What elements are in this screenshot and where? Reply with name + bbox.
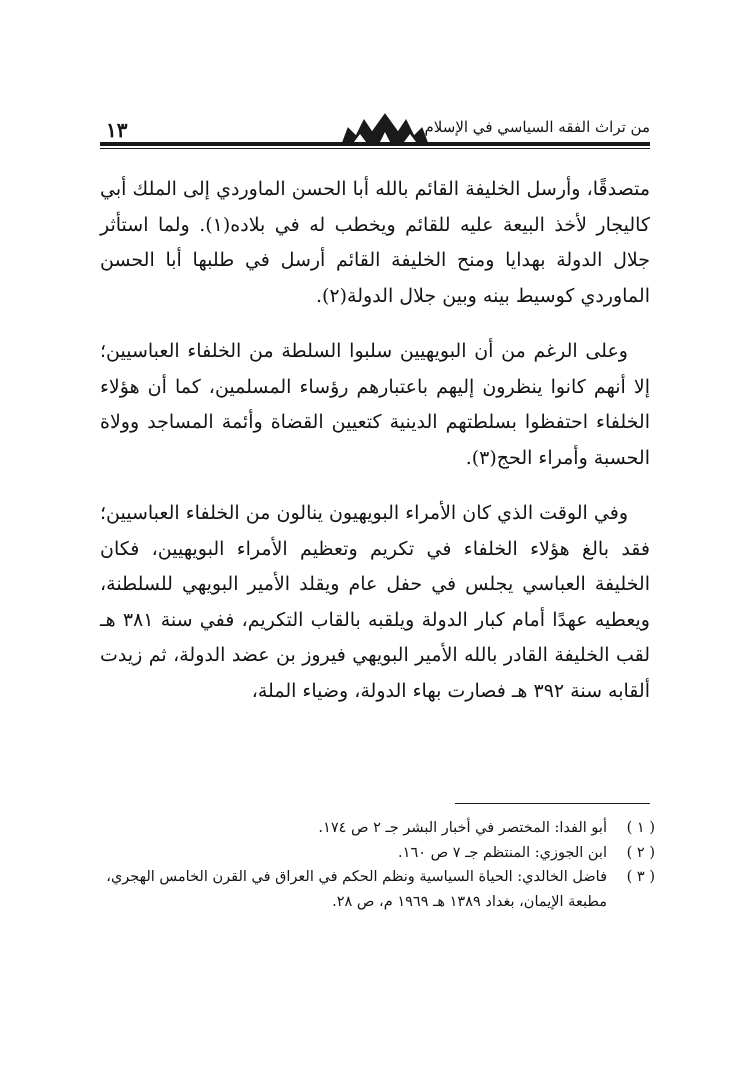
footnote-text: فاضل الخالدي: الحياة السياسية ونظم الحكم في العراق في القرن الخامس الهجري، مطبعة الإيمان، بغداد ١٣٨٩ هـ ١٩٦٩ م، ص ٢٨. [106, 869, 607, 910]
page-number: ١٣ [106, 118, 128, 142]
header-rule-thick [100, 142, 650, 146]
footnote-item [100, 841, 655, 866]
header-rule-thin [100, 148, 650, 149]
footnote-text: ابن الجوزي: المنتظم جـ ٧ ص ١٦٠. [398, 844, 607, 861]
paragraph: متصدقًا، وأرسل الخليفة القائم بالله أبا الحسن الماوردي إلى الملك أبي كاليجار لأخذ البيعة عليه للقائم ويخطب له في بلاده(١). ولما استأثر جلال الدولة بهدايا ومنح الخليفة القائم أرسل في طلبها أبا الحسن الماوردي كوسيط بينه وبين جلال الدولة(٢). [100, 178, 650, 307]
footnote-marker: ( ٣ ) [626, 869, 655, 885]
footnote-text: أبو الفدا: المختصر في أخبار البشر جـ ٢ ص ١٧٤. [318, 820, 607, 836]
main-text [100, 172, 650, 709]
running-title: من تراث الفقه السياسي في الإسلام [424, 118, 650, 136]
footnote-marker: ( ١ ) [626, 820, 655, 836]
crown-ornament-icon [340, 112, 430, 146]
footnote-item [100, 865, 655, 914]
page-header [100, 112, 650, 142]
footnote-item [100, 816, 655, 841]
paragraph: وفي الوقت الذي كان الأمراء البويهيون ينالون من الخلفاء العباسيين؛ فقد بالغ هؤلاء الخلفاء في تكريم وتعظيم الأمراء البويهيين، فكان الخليفة العباسي يجلس في حفل عام ويقلد الأمير البويهي للسلطنة، ويعطيه عهدًا أمام كبار الدولة ويلقبه بالقاب التكريم، ففي سنة ٣٨١ هـ لقب الخليفة القادر بالله الأمير البويهي فيروز بن عضد الدولة، ثم زيدت ألقابه سنة ٣٩٢ هـ فصارت بهاء الدولة، وضياء الملة، [100, 502, 650, 702]
footnote-separator [455, 803, 650, 804]
paragraph: وعلى الرغم من أن البويهيين سلبوا السلطة من الخلفاء العباسيين؛ إلا أنهم كانوا ينظرون إليهم باعتبارهم رؤساء المسلمين، كما أن هؤلاء الخلفاء احتفظوا بسلطتهم الدينية كتعيين القضاة وأئمة المساجد وولاة الحسبة وأمراء الحج(٣). [100, 340, 650, 469]
footnotes [100, 816, 655, 914]
footnote-marker: ( ٢ ) [626, 844, 655, 861]
